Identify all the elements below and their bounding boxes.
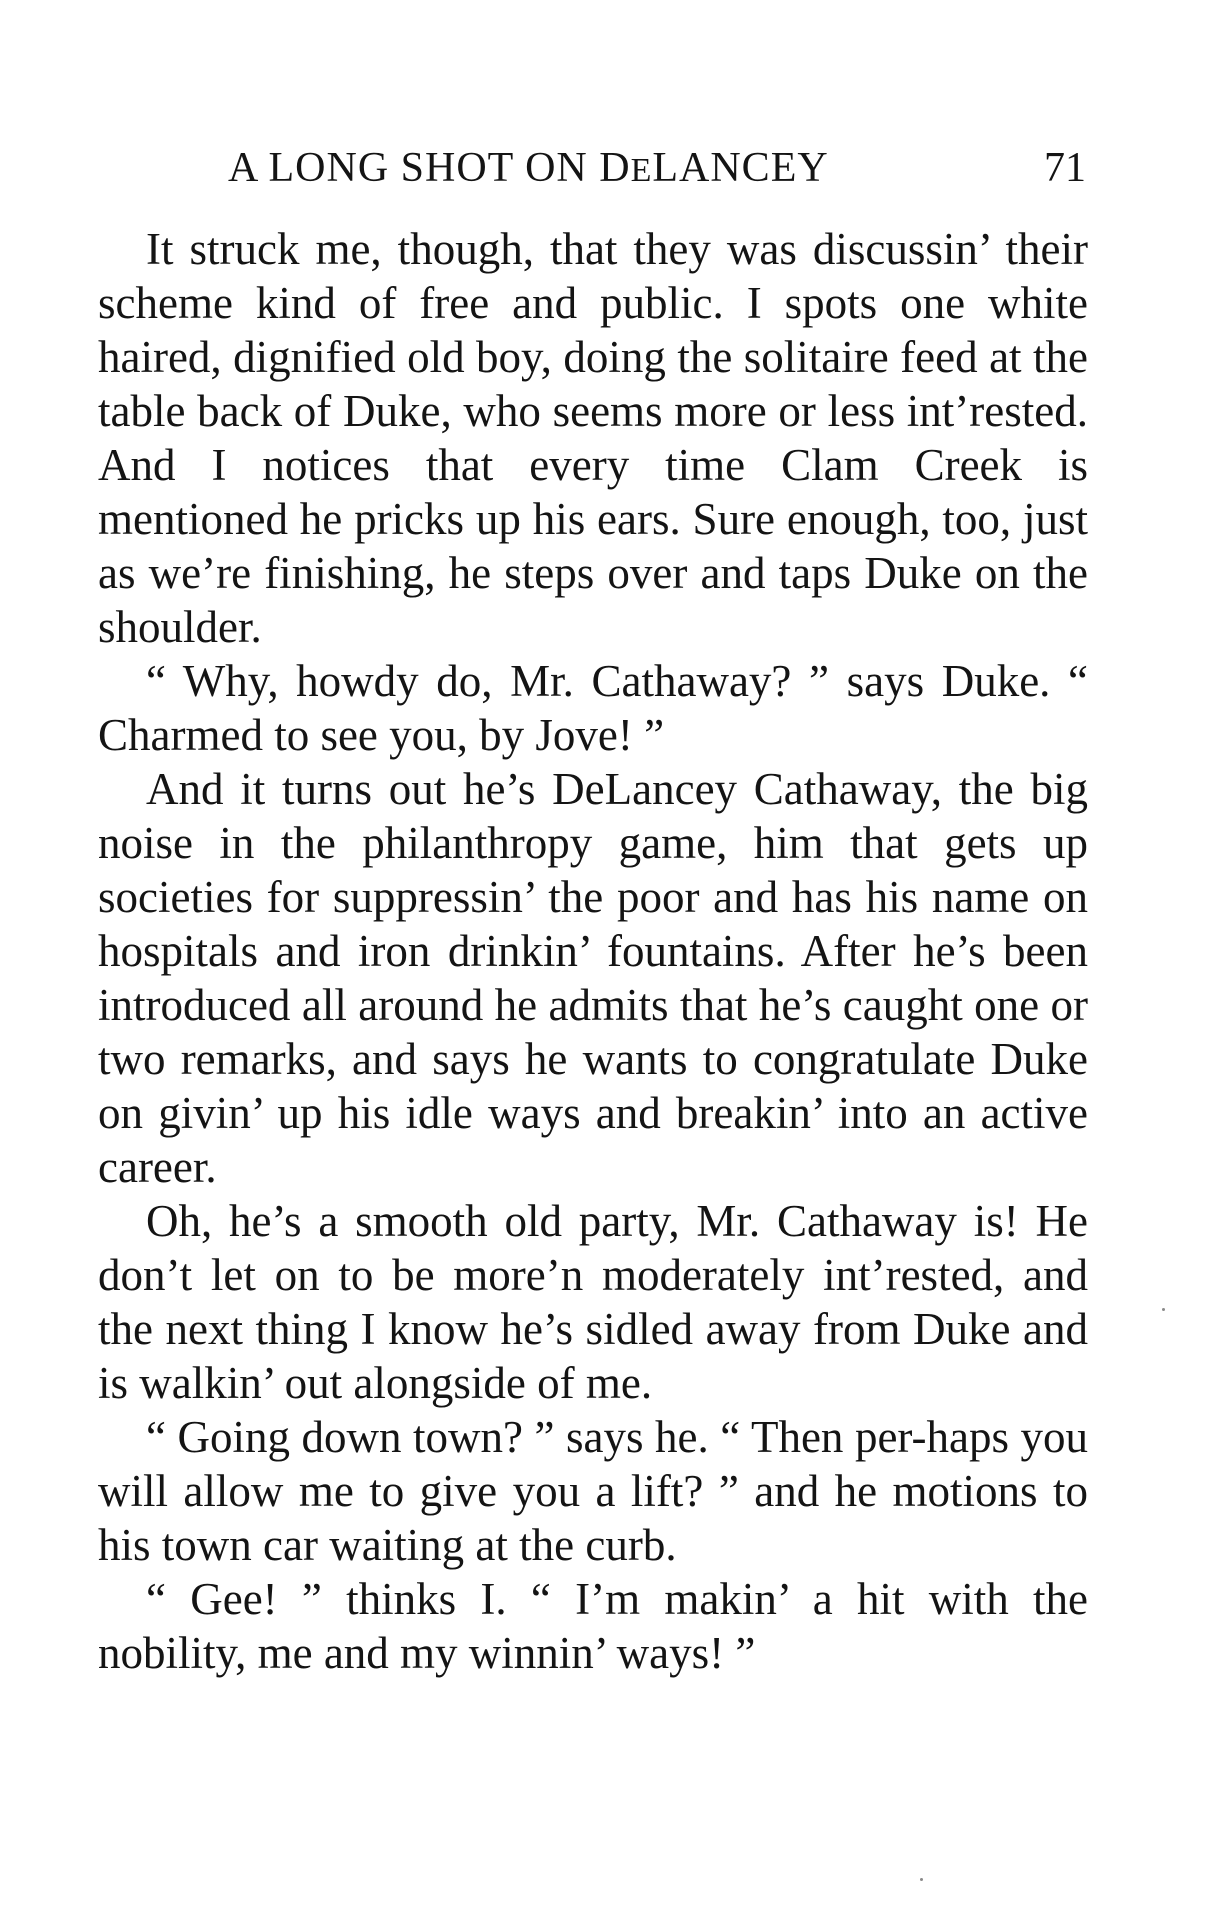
book-page <box>98 128 1098 1680</box>
paper-speck <box>920 1878 923 1881</box>
page-number: 71 <box>1044 145 1086 191</box>
running-title-part1: A LONG SHOT ON D <box>228 145 631 191</box>
running-title <box>228 128 829 211</box>
paragraph-6: “ Gee! ” thinks I. “ I’m makin’ a hit with the nobility, me and my winnin’ ways! ” <box>98 1574 1088 1678</box>
paper-speck <box>1162 1308 1165 1311</box>
paragraph-2: “ Why, howdy do, Mr. Cathaway? ” says Duke. “ Charmed to see you, by Jove! ” <box>98 656 1088 760</box>
running-title-part2: LANCEY <box>652 145 829 191</box>
paragraph-5: “ Going down town? ” says he. “ Then per-haps you will allow me to give you a lift? ” and he motions to his town car waiting at the curb. <box>98 1412 1088 1570</box>
running-head <box>98 128 1098 208</box>
paragraph-1: It struck me, though, that they was discussin’ their scheme kind of free and public. I spots one white haired, dignified old boy, doing the solitaire feed at the table back of Duke, who seems more or less int’rested. And I notices that every time Clam Creek is mentioned he pricks up his ears. Sure enough, too, just as we’re finishing, he steps over and taps Duke on the shoulder. <box>98 224 1088 652</box>
paragraph-4: Oh, he’s a smooth old party, Mr. Cathaway is! He don’t let on to be more’n moderately int’rested, and the next thing I know he’s sidled away from Duke and is walkin’ out alongside of me. <box>98 1196 1088 1408</box>
paragraph-3: And it turns out he’s DeLancey Cathaway, the big noise in the philanthropy game, him that gets up societies for suppressin’ the poor and has his name on hospitals and iron drinkin’ fountains. After he’s been introduced all around he admits that he’s caught one or two remarks, and says he wants to congratulate Duke on givin’ up his idle ways and breakin’ into an active career. <box>98 764 1088 1192</box>
running-title-small-cap: E <box>630 152 653 189</box>
body-text <box>98 222 1088 1680</box>
